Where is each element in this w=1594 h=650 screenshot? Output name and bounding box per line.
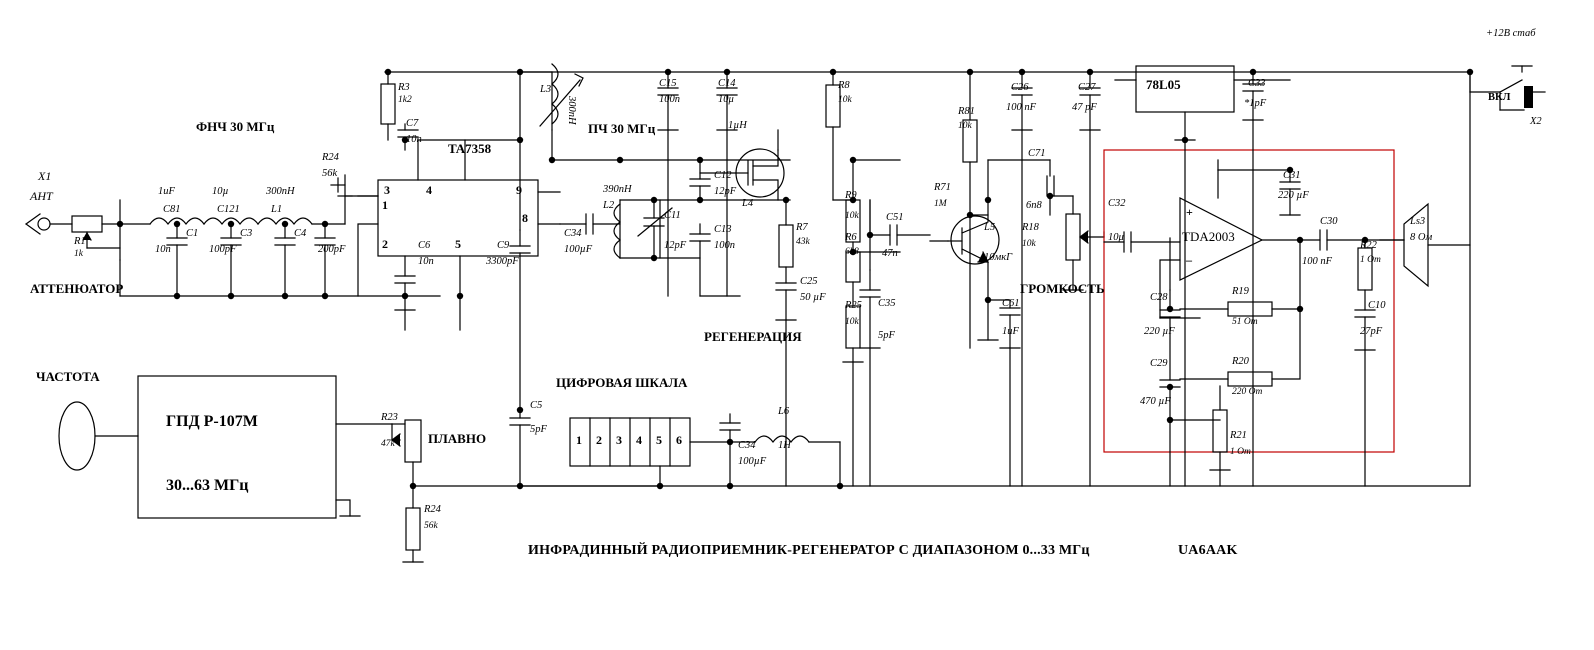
vt4-ref: L5 — [984, 222, 996, 233]
c29-ref: C30 — [1320, 216, 1338, 227]
ic-pin-2: 2 — [382, 237, 388, 251]
c29-value: 100 nF — [1302, 256, 1333, 267]
c34-value: 100µF — [738, 456, 767, 467]
r6-ref: R6 — [845, 232, 857, 243]
opamp-plus-sign: + — [1186, 205, 1193, 219]
vt4-value: 10мкГ — [984, 252, 1013, 263]
c28-ref: C29 — [1150, 358, 1168, 369]
l6-ref: L6 — [778, 406, 790, 417]
scale-pin-3: 3 — [616, 433, 622, 447]
speaker-value: 8 Ом — [1410, 232, 1433, 243]
c7-value: 10n — [406, 134, 422, 145]
l2-value: 10µ — [212, 186, 229, 197]
c51-ref: C35 — [878, 298, 896, 309]
mixer-ic-name: TA7358 — [448, 141, 492, 156]
c61-ref: C51 — [886, 212, 904, 223]
c11-ref: C12 — [714, 170, 732, 181]
c1-ref: R24 — [322, 152, 339, 163]
c81-ref: C71 — [1028, 148, 1046, 159]
ic-pin-9: 9 — [516, 183, 522, 197]
r3-ref: R3 — [398, 82, 410, 93]
supply-label: +12В стаб — [1486, 28, 1536, 39]
c71-value: 1uF — [1002, 326, 1019, 337]
c14-ref: C15 — [659, 78, 677, 89]
l4-ref: L2 — [603, 200, 615, 211]
r24-value: 56k — [424, 521, 438, 531]
l3-value: 300nH — [266, 186, 295, 197]
r9-value: 10k — [838, 95, 852, 105]
l6-value: 1H — [778, 440, 791, 451]
c27-ref: C28 — [1150, 292, 1168, 303]
r25-ref: R9 — [845, 190, 857, 201]
power-switch-label: ВКЛ — [1488, 92, 1511, 103]
c12-value: 100n — [714, 240, 735, 251]
r22-value: 1 Om — [1360, 255, 1381, 265]
ic-pin-8: 8 — [522, 211, 528, 225]
antenna-ref: X1 — [38, 169, 52, 183]
section-lpf: ФНЧ 30 МГц — [196, 119, 275, 134]
c6-value: 10n — [418, 256, 434, 267]
c32-value: *1pF — [1244, 98, 1267, 109]
c12-ref: C13 — [714, 224, 732, 235]
c121-ref: C32 — [1108, 198, 1126, 209]
diagram-author: UA6AAK — [1178, 543, 1238, 558]
r24-ref: R24 — [424, 504, 441, 515]
r7-ref: R7 — [796, 222, 808, 233]
scale-pin-2: 2 — [596, 433, 602, 447]
scale-pin-1: 1 — [576, 433, 582, 447]
c33-ref: C34 — [564, 228, 582, 239]
r23-value: 47k — [381, 439, 395, 449]
r8-value: 10k — [845, 317, 859, 327]
c13-value: 10μ — [718, 94, 734, 105]
r23-ref: R23 — [381, 412, 398, 423]
c33-value: 100µF — [564, 244, 593, 255]
l5-value: 300nH — [566, 96, 577, 125]
r71-ref: R71 — [934, 182, 951, 193]
r25-value: 10k — [845, 211, 859, 221]
audio-ic: TDA2003 — [1182, 229, 1235, 244]
r1-value: 1k — [74, 249, 83, 259]
antenna-label: АНТ — [30, 189, 53, 203]
r6-value: 6k8 — [845, 247, 859, 257]
c51-value: 5pF — [878, 330, 895, 341]
c30-value: 27pF — [1360, 326, 1383, 337]
r1-ref: R1 — [74, 236, 86, 247]
r22-ref: R22 — [1360, 240, 1377, 251]
r8-ref: R25 — [845, 300, 862, 311]
ic-pin-5: 5 — [455, 237, 461, 251]
c25-ref: C26 — [1011, 82, 1029, 93]
section-frequency: ЧАСТОТА — [36, 369, 100, 384]
c3-ref: C1 — [186, 228, 199, 239]
c61-value: 47n — [882, 248, 898, 259]
c1-value: 56k — [322, 168, 338, 179]
c10-ref: C11 — [664, 210, 681, 221]
r18-ref: R18 — [1022, 222, 1039, 233]
c30-ref: C10 — [1368, 300, 1386, 311]
r20-value: 220 Om — [1232, 387, 1263, 397]
regulator-ic: 78L05 — [1146, 77, 1181, 92]
r20-ref: R20 — [1232, 356, 1249, 367]
vt3-value: 1µH — [728, 120, 747, 131]
r19-ref: R19 — [1232, 286, 1249, 297]
c26-ref: C27 — [1078, 82, 1096, 93]
c4-value: 100pF — [209, 244, 237, 255]
r71-value: 1M — [934, 199, 947, 209]
vfo-name: ГПД Р-107М — [166, 413, 258, 430]
c81-value: 6n8 — [1026, 200, 1042, 211]
r81-value: 10k — [958, 121, 972, 131]
c28-value: 470 µF — [1140, 396, 1171, 407]
section-digital-scale: ЦИФРОВАЯ ШКАЛА — [556, 375, 688, 390]
c35-value: 5pF — [530, 424, 547, 435]
c35-ref: C5 — [530, 400, 543, 411]
l1-value: 1uF — [158, 186, 175, 197]
c13-ref: C14 — [718, 78, 736, 89]
c4-ref: C3 — [240, 228, 253, 239]
r21-value: 1 Om — [1230, 447, 1251, 457]
c5-value: 200pF — [318, 244, 346, 255]
ic-pin-1: 1 — [382, 198, 388, 212]
scale-pin-4: 4 — [636, 433, 642, 447]
r3-value: 1k2 — [398, 95, 412, 105]
vfo-range: 30...63 МГц — [166, 477, 249, 494]
l4-value: 390nH — [603, 184, 632, 195]
scale-pin-5: 5 — [656, 433, 662, 447]
c15-ref: C25 — [800, 276, 818, 287]
r7-value: 43k — [796, 237, 810, 247]
section-smooth: ПЛАВНО — [428, 431, 487, 446]
l2-ref: C121 — [217, 204, 240, 215]
l5-ref: L3 — [540, 84, 552, 95]
speaker-ref: Ls3 — [1410, 216, 1426, 227]
section-attenuator: АТТЕНЮАТОР — [30, 281, 124, 296]
diagram-title: ИНФРАДИННЫЙ РАДИОПРИЕМНИК-РЕГЕНЕРАТОР С ДИАПАЗОНОМ 0...33 МГц — [528, 543, 1090, 558]
r18-value: 10k — [1022, 239, 1036, 249]
section-if: ПЧ 30 МГц — [588, 121, 656, 136]
c26-value: 47 pF — [1072, 102, 1097, 113]
c6-ref: C6 — [418, 240, 431, 251]
opamp-minus-sign: – — [1186, 253, 1192, 267]
r9-ref: R8 — [838, 80, 850, 91]
c15-value: 50 µF — [800, 292, 826, 303]
c9-ref: C9 — [497, 240, 510, 251]
c11-value: 12pF — [714, 186, 737, 197]
r81-ref: R81 — [958, 106, 975, 117]
c25-value: 100 nF — [1006, 102, 1037, 113]
section-volume: ГРОМКОСТЬ — [1020, 281, 1105, 296]
c27-value: 220 µF — [1144, 326, 1175, 337]
c121-value: 10μ — [1108, 232, 1124, 243]
section-regeneration: РЕГЕНЕРАЦИЯ — [704, 329, 802, 344]
c7-ref: C7 — [406, 118, 419, 129]
l3-ref: L1 — [271, 204, 283, 215]
ic-pin-4: 4 — [426, 183, 432, 197]
scale-pin-6: 6 — [676, 433, 682, 447]
c31-ref: C31 — [1283, 170, 1301, 181]
c5-ref: C4 — [294, 228, 307, 239]
connector-x2-ref: X2 — [1530, 116, 1542, 127]
c3-value: 10n — [155, 244, 171, 255]
c14-value: 100n — [659, 94, 680, 105]
vt3-ref: L4 — [742, 198, 754, 209]
c9-value: 3300pF — [486, 256, 519, 267]
r21-ref: R21 — [1230, 430, 1247, 441]
c34-ref: C34 — [738, 440, 756, 451]
ic-pin-3: 3 — [384, 183, 390, 197]
c71-ref: C61 — [1002, 298, 1020, 309]
c31-value: 220 µF — [1278, 190, 1309, 201]
r19-value: 51 Om — [1232, 317, 1258, 327]
l1-ref: C81 — [163, 204, 181, 215]
c32-ref: C33 — [1248, 78, 1266, 89]
c10-value: 12pF — [664, 240, 687, 251]
